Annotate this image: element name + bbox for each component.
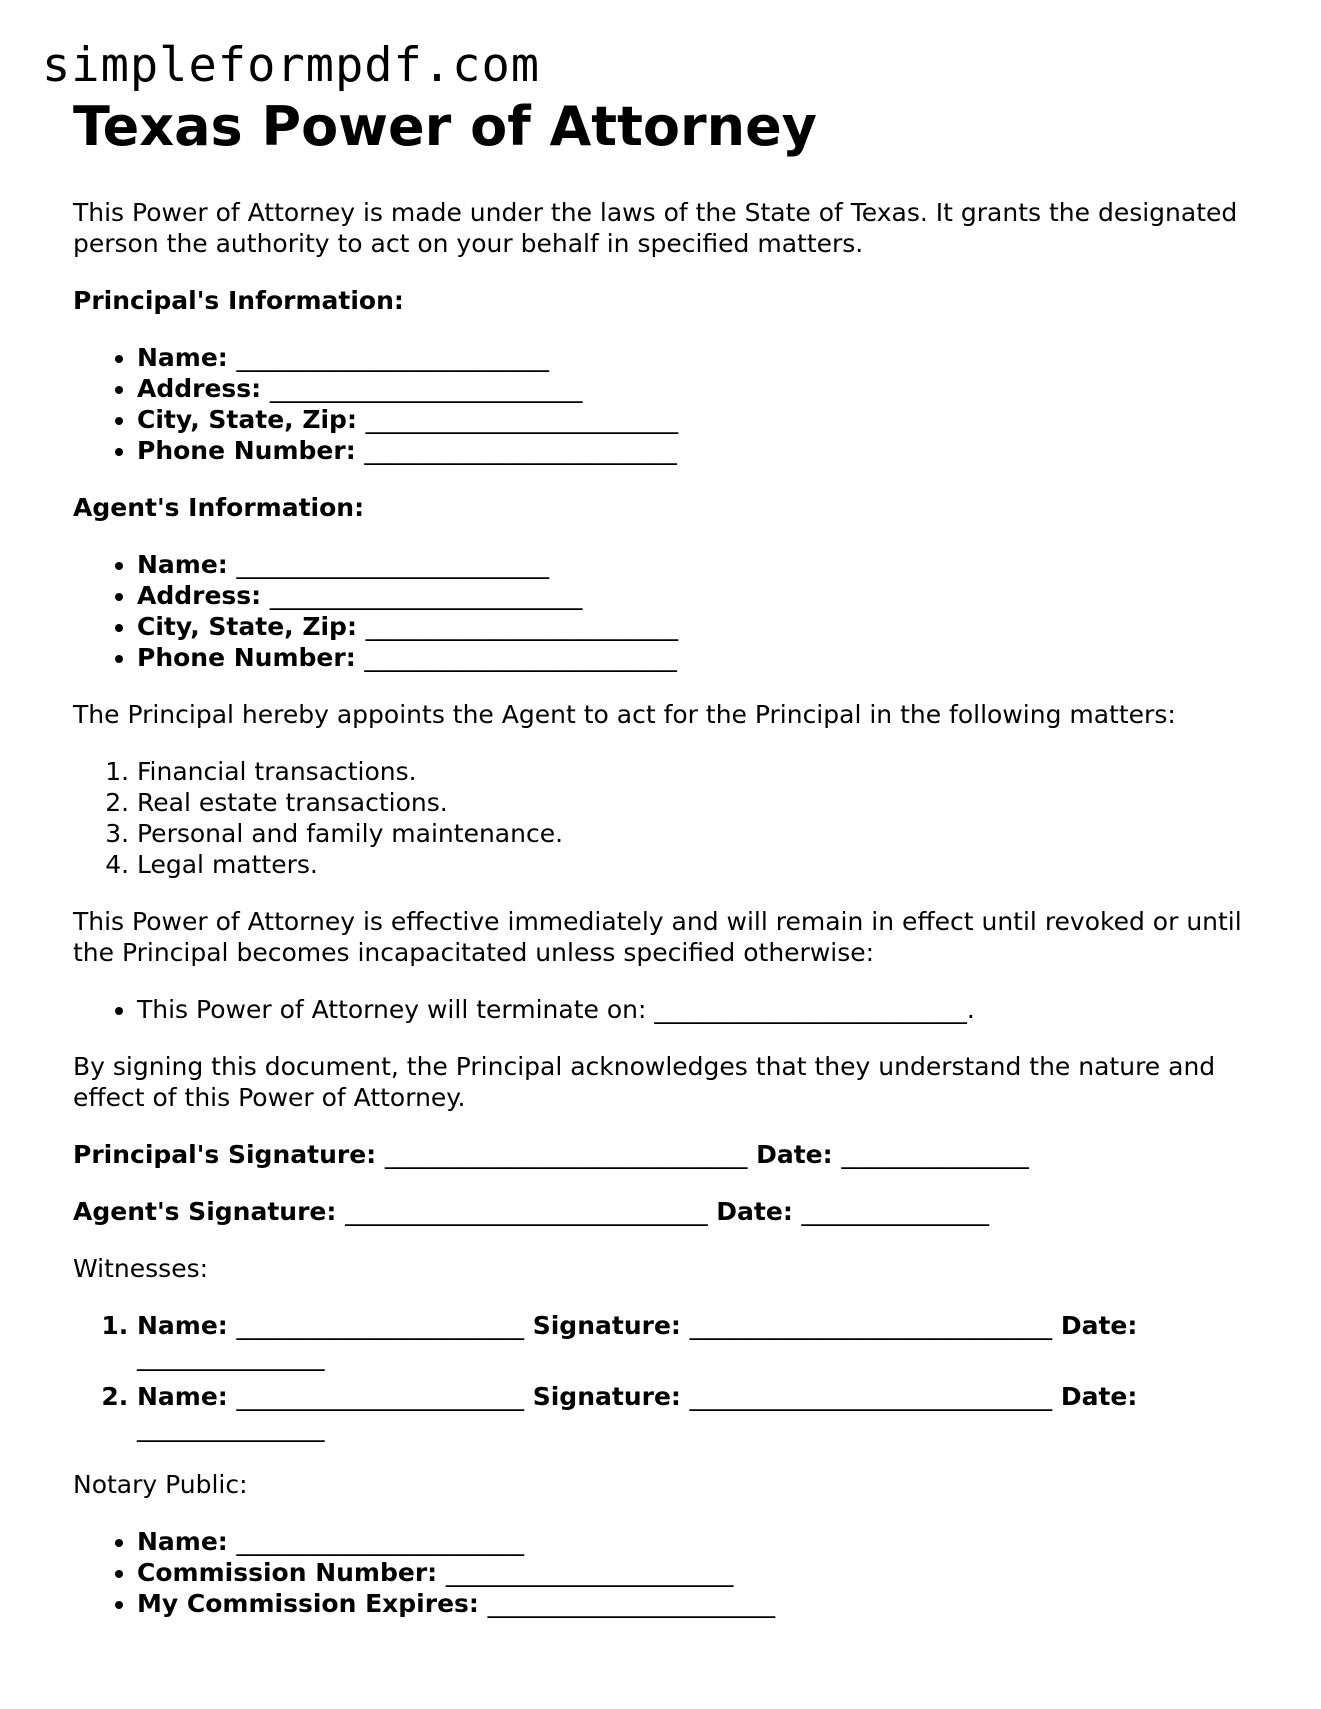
field-label: City, State, Zip: [137, 405, 357, 434]
witness-date-label: Date: [1060, 1382, 1138, 1411]
agent-name-field [137, 549, 1253, 580]
document-page [73, 95, 1253, 1645]
field-label: Address: [137, 581, 262, 610]
field-label: City, State, Zip: [137, 612, 357, 641]
matter-item: 3. Personal and family maintenance. [137, 818, 1253, 849]
blank-line[interactable]: _________________________ [364, 643, 677, 672]
blank-line[interactable]: _________________________ [236, 550, 550, 579]
principal-signature-line [73, 1139, 1253, 1170]
blank-line[interactable]: _________________________ [236, 343, 550, 372]
blank-line[interactable]: _________________________ [269, 581, 583, 610]
matter-item: 1. Financial transactions. [137, 756, 1253, 787]
agent-signature-label: Agent's Signature: [73, 1197, 337, 1226]
blank-line[interactable]: _________________________ [365, 405, 679, 434]
blank-line[interactable]: _______________________ [445, 1558, 734, 1587]
matter-item: 2. Real estate transactions. [137, 787, 1253, 818]
witness-name-label: Name: [137, 1311, 228, 1340]
matters-list [73, 756, 1253, 880]
date-label: Date: [756, 1140, 833, 1169]
blank-line[interactable]: _______________________ [236, 1527, 525, 1556]
witness-item [137, 1381, 1253, 1443]
principal-signature-label: Principal's Signature: [73, 1140, 377, 1169]
field-label: My Commission Expires: [137, 1589, 479, 1618]
acknowledgement-paragraph: By signing this document, the Principal acknowledges that they understand the nature and effect of this Power of Attorney. [73, 1052, 1216, 1112]
notary-name-field [137, 1526, 1253, 1557]
field-label: Name: [137, 343, 228, 372]
signature-blank[interactable]: _____________________________ [384, 1140, 748, 1169]
effective-paragraph: This Power of Attorney is effective immediately and will remain in effect until revoked or until the Principal becomes incapacitated unless specified otherwise: [73, 907, 1242, 967]
document-title: Texas Power of Attorney [73, 95, 817, 158]
agent-info-list [73, 549, 1253, 673]
blank-line[interactable]: _______________________ [236, 1311, 525, 1340]
principal-address-field [137, 373, 1253, 404]
date-label: Date: [716, 1197, 793, 1226]
agent-signature-line [73, 1196, 1253, 1227]
terminate-list [73, 994, 1253, 1025]
principal-city-field [137, 404, 1253, 435]
site-watermark: simpleformpdf.com [42, 38, 541, 93]
blank-line[interactable]: _______________ [137, 1342, 325, 1371]
notary-commission-number-field [137, 1557, 1253, 1588]
principal-info-list [73, 342, 1253, 466]
date-blank[interactable]: _______________ [801, 1197, 990, 1226]
blank-line[interactable]: _________________________ [364, 436, 677, 465]
notary-list [73, 1526, 1253, 1619]
principal-info-heading: Principal's Information: [73, 286, 404, 315]
field-label: Phone Number: [137, 643, 356, 672]
blank-line[interactable]: _____________________________ [689, 1382, 1053, 1411]
principal-phone-field [137, 435, 1253, 466]
witnesses-list [73, 1310, 1253, 1443]
signature-blank[interactable]: _____________________________ [345, 1197, 708, 1226]
terminate-label: This Power of Attorney will terminate on: [137, 995, 647, 1024]
intro-paragraph: This Power of Attorney is made under the laws of the State of Texas. It grants the designated person the authority to act on your behalf in specified matters. [73, 198, 1238, 258]
witness-item [137, 1310, 1253, 1372]
witness-name-label: Name: [137, 1382, 228, 1411]
witnesses-heading: Witnesses: [73, 1254, 209, 1283]
notary-commission-expires-field [137, 1588, 1253, 1619]
blank-line[interactable]: _________________________. [654, 995, 975, 1024]
notary-heading: Notary Public: [73, 1470, 248, 1499]
field-label: Commission Number: [137, 1558, 438, 1587]
witness-date-label: Date: [1060, 1311, 1138, 1340]
agent-phone-field [137, 642, 1253, 673]
blank-line[interactable]: _____________________________ [689, 1311, 1053, 1340]
blank-line[interactable]: _______________________ [487, 1589, 776, 1618]
date-blank[interactable]: _______________ [841, 1140, 1029, 1169]
blank-line[interactable]: _______________________ [236, 1382, 525, 1411]
principal-name-field [137, 342, 1253, 373]
witness-signature-label: Signature: [532, 1382, 681, 1411]
field-label: Phone Number: [137, 436, 356, 465]
blank-line[interactable]: _________________________ [365, 612, 679, 641]
witness-signature-label: Signature: [532, 1311, 681, 1340]
blank-line[interactable]: _________________________ [269, 374, 583, 403]
matter-item: 4. Legal matters. [137, 849, 1253, 880]
agent-address-field [137, 580, 1253, 611]
field-label: Name: [137, 1527, 228, 1556]
agent-info-heading: Agent's Information: [73, 493, 365, 522]
terminate-item [137, 994, 1253, 1025]
agent-city-field [137, 611, 1253, 642]
blank-line[interactable]: _______________ [137, 1413, 325, 1442]
appoint-paragraph: The Principal hereby appoints the Agent to act for the Principal in the following matters: [73, 700, 1176, 729]
field-label: Name: [137, 550, 228, 579]
field-label: Address: [137, 374, 262, 403]
